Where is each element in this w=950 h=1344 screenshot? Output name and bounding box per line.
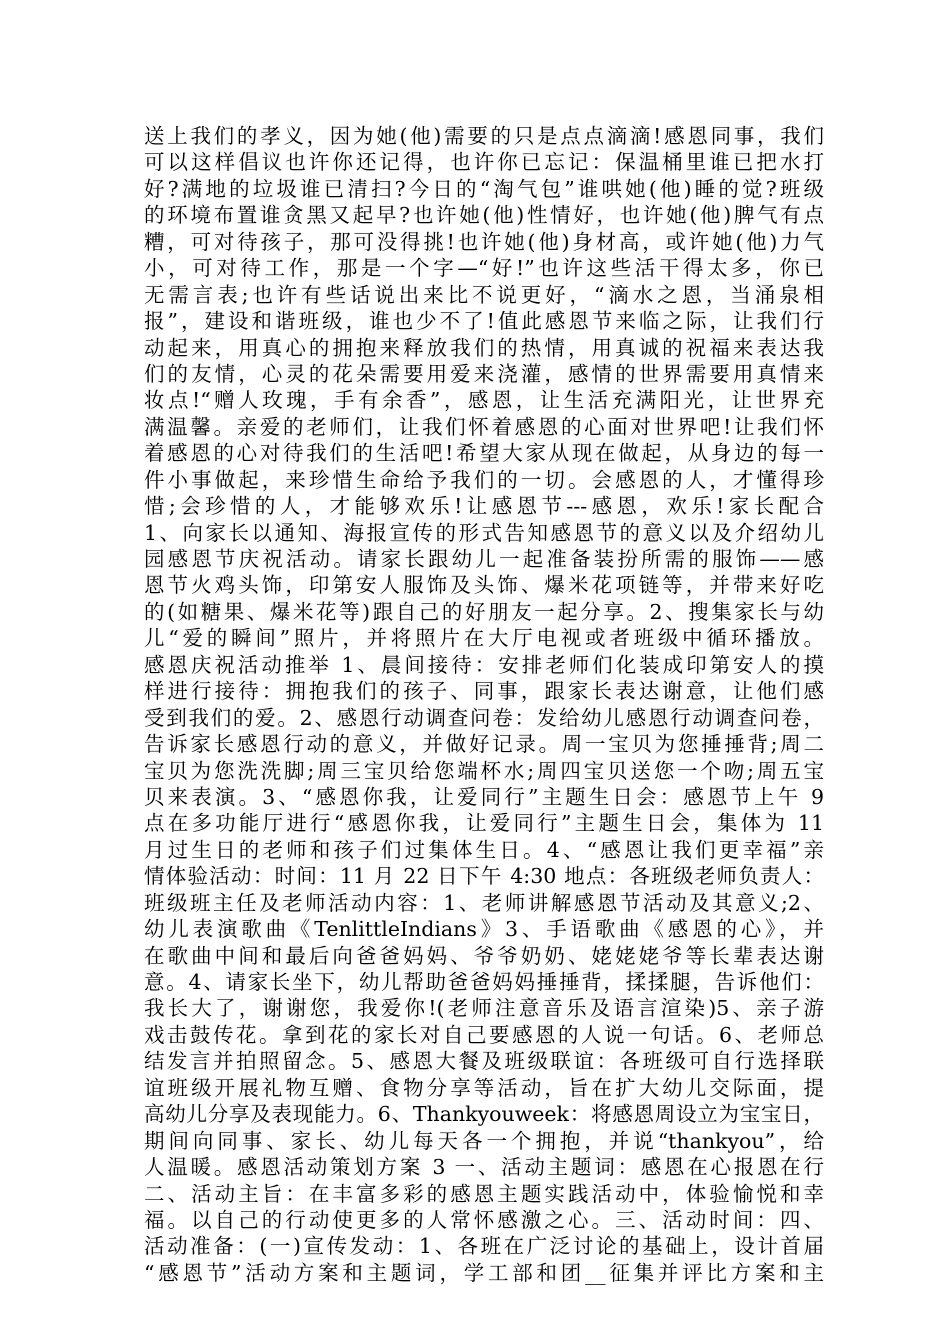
text-line: 活动准备：(一)宣传发动：1、各班在广泛讨论的基础上，设计首届 [144,1234,824,1259]
text-line: 二、活动主旨：在丰富多彩的感恩主题实践活动中，体验愉悦和幸 [144,1181,824,1206]
text-line: 期间向同事、家长、幼儿每天各一个拥抱，并说“thankyou”，给 [144,1128,824,1153]
text-line: 恩节火鸡头饰，印第安人服饰及头饰、爆米花项链等，并带来好吃 [144,573,824,598]
text-line: 的环境布置谁贪黑又起早?也许她(他)性情好，也许她(他)脾气有点 [144,203,824,228]
text-line: 月过生日的老师和孩子们过集体生日。4、“感恩让我们更幸福”亲 [144,837,824,862]
text-line: 高幼儿分享及表现能力。6、Thankyouweek：将感恩周设立为宝宝日， [144,1102,824,1127]
text-line: 可以这样倡议也许你还记得，也许你已忘记：保温桶里谁已把水打 [144,150,824,175]
text-line: 惜;会珍惜的人，才能够欢乐!让感恩节---感恩，欢乐!家长配合 [144,494,824,519]
text-line: 宝贝为您洗洗脚;周三宝贝给您端杯水;周四宝贝送您一个吻;周五宝 [144,758,824,783]
text-line: 件小事做起，来珍惜生命给予我们的一切。会感恩的人，才懂得珍 [144,467,824,492]
text-line: 动起来，用真心的拥抱来释放我们的热情，用真诚的祝福来表达我 [144,335,824,360]
text-line: “感恩节”活动方案和主题词，学工部和团__征集并评比方案和主 [144,1260,824,1285]
text-line: 幼儿表演歌曲《TenlittleIndians》3、手语歌曲《感恩的心》，并 [144,917,824,942]
text-line: 贝来表演。3、“感恩你我，让爱同行”主题生日会：感恩节上午 9 [144,784,824,809]
text-line: 1、向家长以通知、海报宣传的形式告知感恩节的意义以及介绍幼儿 [144,520,824,545]
text-line: 班级班主任及老师活动内容：1、老师讲解感恩节活动及其意义;2、 [144,890,824,915]
text-line: 园感恩节庆祝活动。请家长跟幼儿一起准备装扮所需的服饰——感 [144,547,824,571]
text-line: 感恩庆祝活动推举 1、晨间接待：安排老师们化装成印第安人的摸 [144,652,824,677]
text-line: 样进行接待：拥抱我们的孩子、同事，跟家长表达谢意，让他们感 [144,679,824,704]
text-line: 送上我们的孝义，因为她(他)需要的只是点点滴滴!感恩同事，我们 [144,124,824,148]
text-line: 好?满地的垃圾谁已清扫?今日的“淘气包”谁哄她(他)睡的觉?班级 [144,176,824,201]
text-line: 我长大了，谢谢您，我爱你!(老师注意音乐及语言渲染)5、亲子游 [144,996,824,1021]
text-line: 人温暖。感恩活动策划方案 3 一、活动主题词：感恩在心报恩在行 [144,1155,824,1180]
text-line: 戏击鼓传花。拿到花的家长对自己要感恩的人说一句话。6、老师总 [144,1022,824,1047]
text-line: 在歌曲中间和最后向爸爸妈妈、爷爷奶奶、姥姥姥爷等长辈表达谢 [144,943,824,968]
text-line: 糟，可对待孩子，那可没得挑!也许她(他)身材高，或许她(他)力气 [144,229,824,254]
text-line: 妆点!“赠人玫瑰，手有余香”，感恩，让生活充满阳光，让世界充 [144,388,824,413]
text-line: 谊班级开展礼物互赠、食物分享等活动，旨在扩大幼儿交际面，提 [144,1075,824,1100]
text-line: 点在多功能厅进行“感恩你我，让爱同行”主题生日会，集体为 11 [144,811,824,836]
text-line: 儿“爱的瞬间”照片，并将照片在大厅电视或者班级中循环播放。 [144,626,824,651]
text-line: 结发言并拍照留念。5、感恩大餐及班级联谊：各班级可自行选择联 [144,1049,824,1074]
text-line: 的(如糖果、爆米花等)跟自己的好朋友一起分享。2、搜集家长与幼 [144,599,824,624]
text-line: 无需言表;也许有些话说出来比不说更好，“滴水之恩，当涌泉相 [144,282,824,307]
document-body [144,123,824,1286]
text-line: 意。4、请家长坐下，幼儿帮助爸爸妈妈捶捶背，揉揉腿，告诉他们： [144,970,824,994]
text-line: 报”，建设和谐班级，谁也少不了!值此感恩节来临之际，让我们行 [144,309,824,334]
text-line: 们的友情，心灵的花朵需要用爱来浇灌，感情的世界需要用真情来 [144,361,824,386]
text-line: 告诉家长感恩行动的意义，并做好记录。周一宝贝为您捶捶背;周二 [144,732,824,757]
text-line: 着感恩的心对待我们的生活吧!希望大家从现在做起，从身边的每一 [144,441,824,466]
text-line: 福。以自己的行动使更多的人常怀感激之心。三、活动时间：四、 [144,1207,824,1232]
text-line: 满温馨。亲爱的老师们，让我们怀着感恩的心面对世界吧!让我们怀 [144,414,824,439]
text-line: 情体验活动：时间：11 月 22 日下午 4:30 地点：各班级老师负责人： [144,864,824,889]
text-line: 受到我们的爱。2、感恩行动调查问卷：发给幼儿感恩行动调查问卷， [144,705,824,730]
text-line: 小，可对待工作，那是一个字—“好!”也许这些活干得太多，你已 [144,256,824,281]
